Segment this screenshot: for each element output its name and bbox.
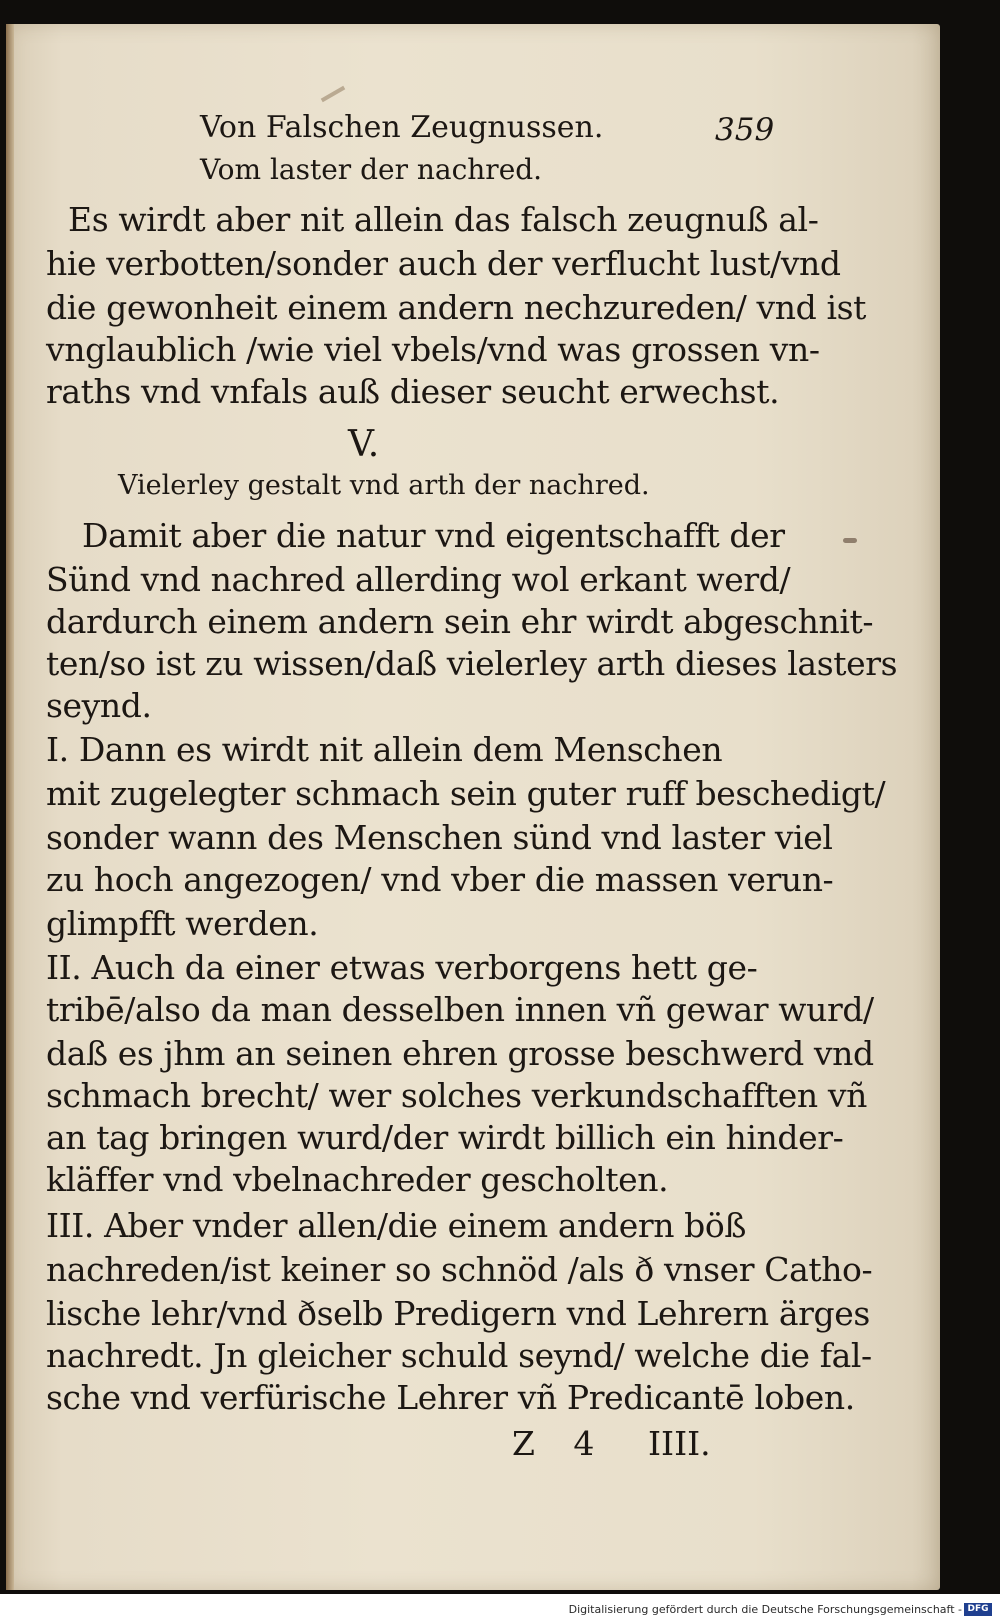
- text-line: II. Auch da einer etwas verborgens hett ge-: [46, 948, 758, 987]
- text-line: an tag bringen wurd/der wirdt billich ein hinder-: [46, 1118, 844, 1157]
- digitization-credit: Digitalisierung gefördert durch die Deutsche Forschungsgemeinschaft -: [568, 1603, 962, 1616]
- text-line: daß es jhm an seinen ehren grosse beschwerd vnd: [46, 1034, 874, 1073]
- text-line: glimpfft werden.: [46, 904, 319, 943]
- text-line: nachredt. Jn gleicher schuld seynd/ welche die fal-: [46, 1336, 872, 1375]
- text-line: Sünd vnd nachred allerding wol erkant werd/: [46, 560, 791, 599]
- text-line: lische lehr/vnd ðselb Predigern vnd Lehrern ärges: [46, 1294, 870, 1333]
- text-line: Es wirdt aber nit allein das falsch zeugnuß al-: [68, 200, 819, 239]
- text-line: zu hoch angezogen/ vnd vber die massen verun-: [46, 860, 834, 899]
- text-line: raths vnd vnfals auß dieser seucht erwechst.: [46, 372, 780, 411]
- signature-mark: Z 4: [512, 1424, 609, 1463]
- text-line: vnglaublich /wie viel vbels/vnd was grossen vn-: [46, 330, 820, 369]
- page-number: 359: [715, 112, 775, 148]
- text-line: sche vnd verfürische Lehrer vñ Predicantē loben.: [46, 1378, 855, 1417]
- text-line: III. Aber vnder allen/die einem andern böß: [46, 1206, 747, 1245]
- page-binding-edge: [6, 24, 14, 1590]
- text-line: hie verbotten/sonder auch der verflucht lust/vnd: [46, 244, 841, 283]
- text-line: nachreden/ist keiner so schnöd /als ð vnser Catho-: [46, 1250, 873, 1289]
- running-head: Von Falschen Zeugnussen.: [200, 110, 604, 145]
- text-line: mit zugelegter schmach sein guter ruff beschedigt/: [46, 774, 886, 813]
- chapter-title: Vielerley gestalt vnd arth der nachred.: [118, 470, 650, 501]
- section-subtitle: Vom laster der nachred.: [200, 153, 543, 186]
- text-line: die gewonheit einem andern nechzureden/ vnd ist: [46, 288, 866, 327]
- text-line: I. Dann es wirdt nit allein dem Menschen: [46, 730, 723, 769]
- catchword: IIII.: [648, 1424, 711, 1463]
- text-line: Damit aber die natur vnd eigentschafft der: [82, 516, 785, 555]
- dfg-logo: DFG: [964, 1603, 992, 1616]
- text-line: dardurch einem andern sein ehr wirdt abgeschnit-: [46, 602, 874, 641]
- text-line: schmach brecht/ wer solches verkundschafften vñ: [46, 1076, 867, 1115]
- chapter-numeral: V.: [348, 424, 380, 465]
- text-line: seynd.: [46, 686, 152, 725]
- text-line: sonder wann des Menschen sünd vnd laster viel: [46, 818, 833, 857]
- text-line: ten/so ist zu wissen/daß vielerley arth dieses lasters: [46, 644, 898, 683]
- ink-smudge: [843, 538, 857, 543]
- text-line: kläffer vnd vbelnachreder gescholten.: [46, 1160, 669, 1199]
- text-line: tribē/also da man desselben innen vñ gewar wurd/: [46, 990, 874, 1029]
